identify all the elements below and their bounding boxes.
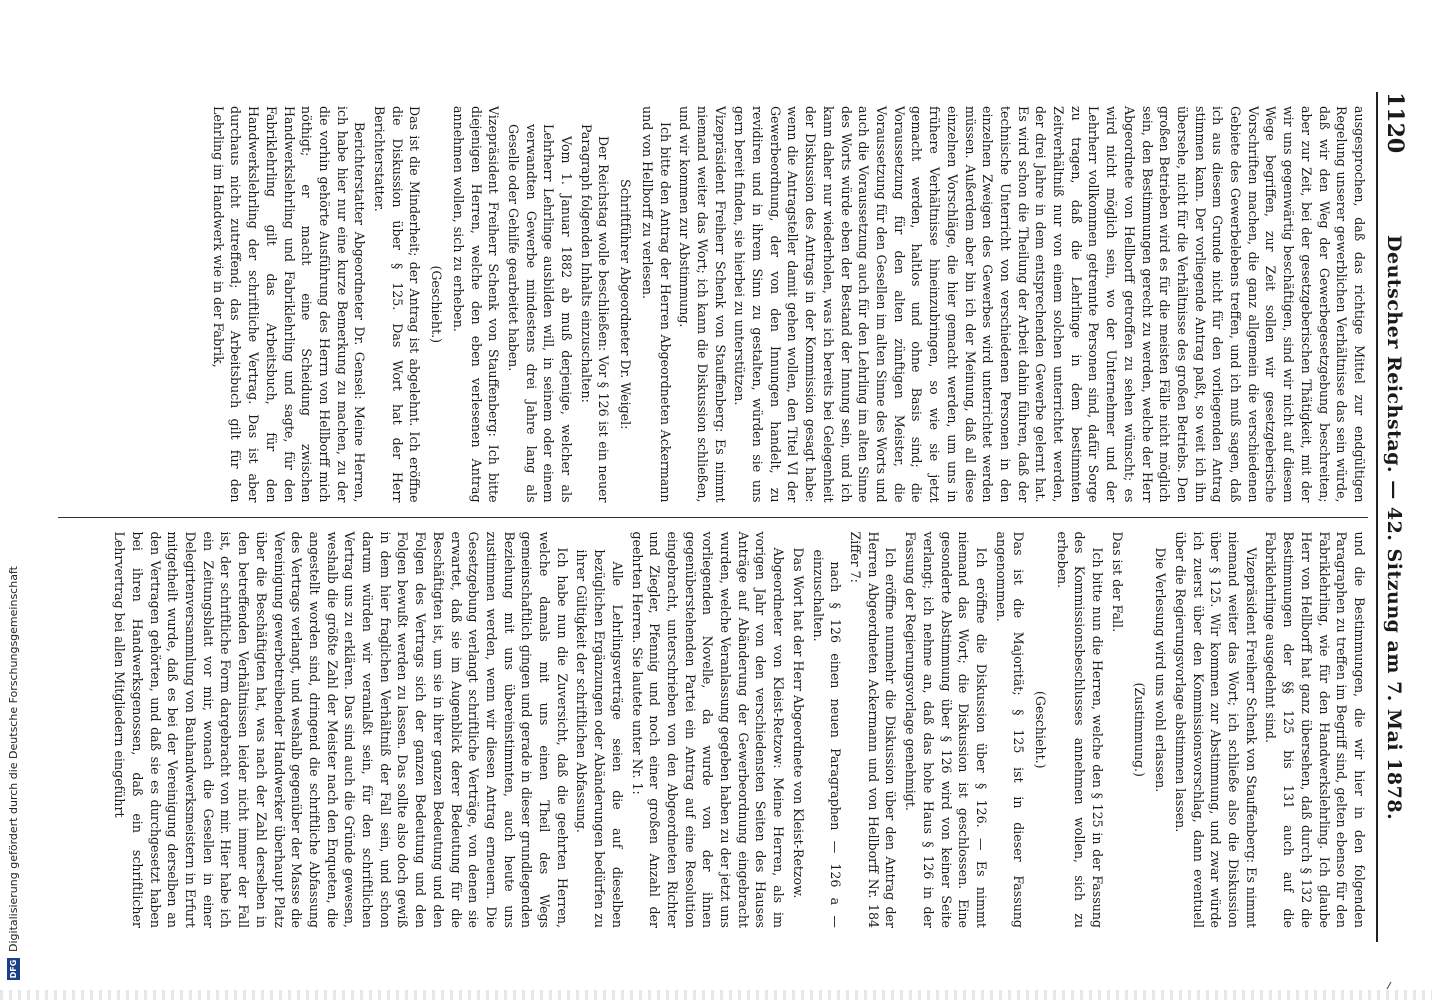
paragraph: Ich eröffne die Diskussion über § 126. — Es nimmt niemand das Wort; die Diskussion ist geschlossen. Eine gesonderte Abstimmung über § 126 wird von keiner Seite verlangt; ich nehme an, daß das hohe Haus § 126 in der Fassung der Regierungsvorlage genehmigt.: [903, 531, 989, 928]
paragraph: ausgesprochen, daß das richtige Mittel zur endgültigen Regelung unserer gewerblichen Verhältnisse das sein würde, daß wir den Weg der Gewerbegesetzgebung beschreiten; aber zur Zeit, bei der gesetzgeberischen Thätigkeit, mit der wir uns gegenwärtig beschäftigen, sind wir nicht auf diesem Wege begriffen, zur Zeit sollen wir gesetzgeberische Vorschriften machen, die ganz allgemein die verschiedenen Gebiete des Gewerbelebens treffen, und ich muß sagen, daß ich aus diesem Grunde nicht für den vorliegenden Antrag stimmen kann. Der vorliegende Antrag paßt, so weit ich ihn übersehe, nicht für die Verhältnisse des großen Betriebs. Den großen Betrieben wird es für die meisten Fälle nicht möglich sein, den Bestimmungen gerecht zu werden, welche der Herr Abgeordnete von Hellborff getroffen zu sehen wünscht; es wird nicht möglich sein, wo der Unternehmer und der Lehrherr vollkommen getrennte Personen sind, dafür Sorge zu tragen, daß die Lehrlinge in dem bestimmten Zeitverhältniß nur von einem solchen unterrichtet werden, der drei Jahre in dem entsprechenden Gewerbe gelernt hat. Es wird schon die Theilung der Arbeit dahin führen, daß der technische Unterricht von verschiedenen Personen in den einzelnen Zweigen des Gewerbes wird unterrichtet werden müssen. Außerdem aber bin ich der Meinung, daß all diese einzelnen Vorschläge, die hier gemacht werden, um uns in frühere Verhältnisse hineinzubringen, so wie sie jetzt gemacht werden, haltlos und ohne Basis sind; die Voraussetzung für den alten zünftigen Meister, die Voraussetzung für den Gesellen im alten Sinne des Worts und auch die Voraussetzung auch für den Lehrling im alten Sinne des Worts würde eben der Bestand der Innung sein, und ich kann daher nur wiederholen, was ich bereits bei Gelegenheit der Diskussion des Antrags in der Kommission gesagt habe: wenn die Antragsteller damit gehen wollen, den Titel VI der Gewerbeordnung, der von den Innungen handelt, zu revidiren und in ihrem Sinn zu gestalten, würden sie uns gern bereit finden, sie hierbei zu unterstützen.: [732, 106, 1367, 503]
paragraph: Berichterstatter Abgeordneter Dr. Gensel: Meine Herren, ich habe hier nur eine kurze Bemerkung zu machen, zu der die vorhin gehörte Ausführung des Herrn von Hellborff mich nöthigt; er macht eine Scheidung zwischen Handwerkslehrling und Fabriklehrling und sagte, für den Fabriklehrling gilt das Arbeitsbuch, für den Handwerkslehrling der schriftliche Vertrag. Das ist aber durchaus nicht zutreffend; das Arbeitsbuch gilt für den Lehrling im Handwerk wie in der Fabrik,: [210, 106, 368, 503]
paragraph: Das ist der Fall.: [1109, 531, 1125, 633]
paragraph: Das ist die Majorität; § 125 ist in dieser Fassung angenommen.: [993, 531, 1027, 928]
page-header: [1376, 92, 1408, 942]
paragraph: Vom 1. Januar 1882 ab muß derjenige, welcher als Lehrherr Lehrlinge ausbilden will, in seinem oder einem verwandten Gewerbe mindestens drei Jahre lang als Geselle oder Gehilfe gearbeitet haben.: [505, 124, 575, 503]
paragraph: Vizepräsident Freiherr Schenk von Stauffenberg: Ich bitte diejenigen Herren, welche den eben verlesenen Antrag annehmen wollen, sich zu erheben.: [450, 106, 502, 503]
paragraph: Vizepräsident Freiherr Schenk von Stauffenberg: Es nimmt niemand weiter das Wort; ich kann die Diskussion schließen, und wir kommen zur Abstimmung.: [677, 106, 728, 503]
credit-text: Digitalisierung gefördert durch die Deutsche Forschungsgemeinschaft: [6, 566, 20, 952]
paragraph: Ich bitte den Antrag der Herren Abgeordneten Ackermann und von Hellborff zu verlesen.: [639, 106, 673, 503]
paragraph: nach § 126 einen neuen Paragraphen — 126 a — einzuschalten.: [810, 549, 844, 928]
paragraph: (Zustimmung.): [1131, 682, 1147, 777]
paragraph: (Geschieht.): [1033, 690, 1049, 769]
scan-edge-noise: [0, 990, 1432, 1000]
paragraph: Abgeordneter von Kleist-Retzow: Meine Herren, als im vorigen Jahr von den verschiedensten Seiten des Hauses Anträge auf Abänderung der Gewerbeordnung eingebracht wurden, welche Veranlassung gegeben haben zu der jetzt uns vorliegenden Novelle, da wurde von der ihnen gegenüberstehenden Partei ein Antrag auf eine Resolution eingebracht, unterschrieben von den Abgeordneten Richter und Ziegler, Pfennig und noch einer großen Anzahl der geehrten Herren. Sie lautete unter Nr. 1:: [629, 531, 787, 928]
paragraph: Schriftführer Abgeordneter Dr. Weigel:: [618, 179, 634, 430]
paragraph: Vizepräsident Freiherr Schenk von Stauffenberg: Es nimmt niemand weiter das Wort; ich schließe also die Diskussion über § 125. Wir kommen zur Abstimmung, und zwar würde ich zuerst über den Kommissionsvorschlag, dann eventuell über die Regierungsvorlage abstimmen lassen.: [1172, 531, 1259, 928]
paragraph: Alle Lehrlingsverträge seien die auf dieselben bezüglichen Ergänzungen oder Abänderungen bedürfen zu ihrer Gültigkeit der schriftlichen Abfassung.: [574, 549, 625, 928]
paragraph: Ich eröffne nunmehr die Diskussion über den Antrag der Herren Abgeordneten Ackermann und von Hellborff Nr. 184 Ziffer 7:: [848, 531, 899, 928]
dfg-logo-icon: DFG: [8, 959, 18, 979]
page-number: 1120: [1382, 92, 1408, 154]
paragraph: Der Reichstag wolle beschließen: Vor § 126 ist ein neuer Paragraph folgenden Inhalts einzuschalten:: [578, 124, 612, 503]
paragraph: Das ist die Minderheit; der Antrag ist abgelehnt. Ich eröffne die Diskussion über § 125. Das Wort hat der Herr Berichterstatter.: [372, 106, 423, 503]
paragraph: Das Wort hat der Herr Abgeordnete von Kleist-Retzow.: [790, 547, 806, 899]
paragraph: (Geschieht.): [429, 265, 445, 344]
column-left: [58, 92, 1368, 517]
column-right: [58, 517, 1368, 942]
paragraph: und die Bestimmungen, die wir hier in den folgenden Paragraphen zu treffen im Begriff sind, gelten ebenso für den Fabriklehrling, wie für den Handwerkslehrling. Ich glaube Herr von Hellborff hat ganz übersehen, daß durch § 132 die Bestimmungen der §§ 125 bis 131 auch auf die Fabriklehrlinge ausgedehnt sind.: [1263, 531, 1367, 928]
paragraph: Ich habe nun die Zuversicht, daß die geehrten Herren, welche damals mit uns einen Theil des Wegs gemeinschaftlich gingen und gerade in dieser grundlegenden Beziehung mit uns übereinstimmten, auch heute uns zustimmen werden, wenn wir diesen Antrag erneuern. Die Gesetzgebung verlangt schriftliche Verträge, von denen sie erwartet, daß sie im Augenblick derer Bedeutung für die Beschäftigten ist, um sie in ihrer ganzen Bedeutung und den Folgen des Vertrags sich der ganzen Bedeutung und den Folgen bewußt werden zu lassen. Das sollte also doch gewiß in dem hier fraglichen Verhältniß der Fall sein, und schon darum würden wir veranlaßt sein, für den schriftlichen Vertrag uns zu erklären. Das sind auch die Gründe gewesen, weshalb die größte Zahl der Meister nach den Enqueten, die angestellt worden sind, dringend die schriftliche Abfassung des Vertrags verlangt, und weshalb gegenüber der Masse die Vereinigung gewerbetreibender Handwerker überhaupt Platz über die Beschäftigten hat, was nach der Zahl derselben in den betreffenden Verhältnissen leider nicht immer der Fall ist, der schriftliche Form dargebracht von mir. Hier habe ich ein Zeitungsblatt vor mir, wonach die Gesellen in einer Delegirtenversammlung von Bauhandwerksmeistern in Erfurt mitgetheilt wurde, daß es bei der Vereinigung derselben an den Vertragen gehörten, und daß sie es durchgesetzt haben bei ihren Handwerksgenossen, daß ein schriftlicher Lehrvertrag bei allen Mitgliedern eingeführt: [112, 531, 570, 928]
text-columns: [58, 92, 1368, 942]
paragraph: Ich bitte nun die Herren, welche den § 125 in der Fassung des Kommissionsbeschlusses annehmen wollen, sich zu erheben.: [1054, 531, 1106, 928]
digitization-credit: [0, 0, 28, 1000]
paragraph: Die Verlesung wird uns wohl erlassen.: [1153, 547, 1169, 793]
running-head: Deutscher Reichstag. — 42. Sitzung am 7. Mai 1878.: [1383, 235, 1405, 821]
